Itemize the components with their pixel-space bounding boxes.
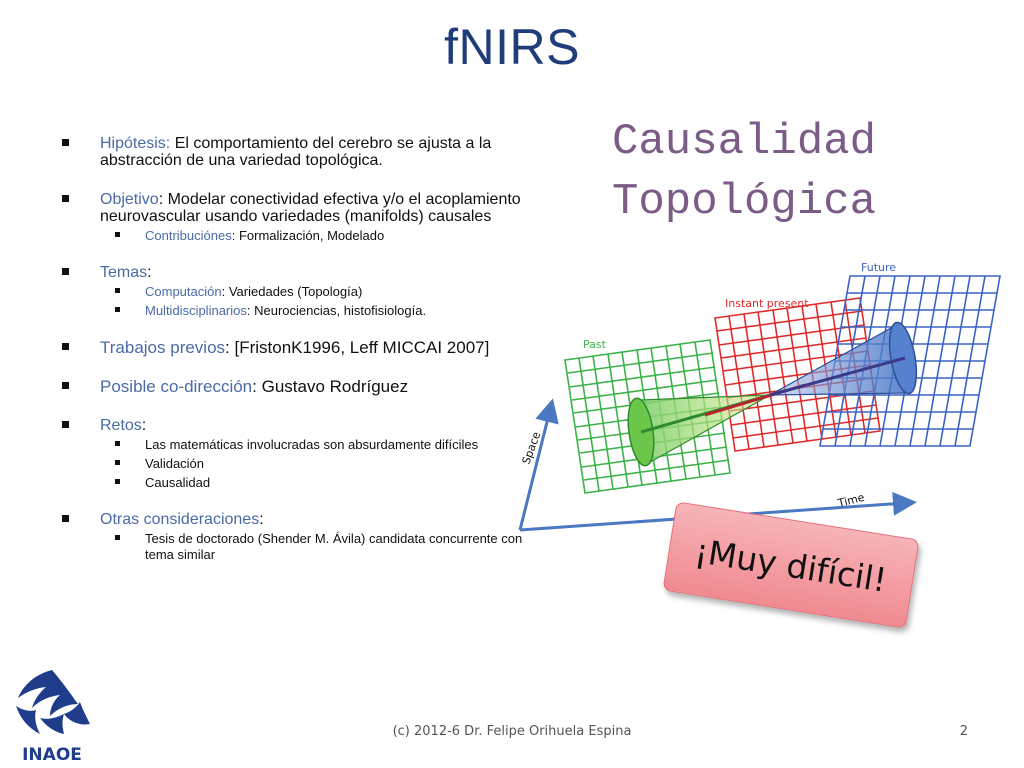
sub-bullet-square-icon [115,288,120,293]
bullet-sep: : [158,191,164,208]
sub-bullet-label: Computación [145,284,222,299]
label-instant-present: Instant present [725,297,809,310]
bullet-label: Otras consideraciones [100,511,260,528]
bullet-label: Retos [100,417,142,434]
label-past: Past [583,338,606,351]
label-time: Time [836,490,866,510]
slide-title: fNIRS [444,19,580,75]
bullet-text: Modelar conectividad efectiva y/o el acoplamiento neurovascular usando variedades (manifolds) causales [100,191,521,225]
sub-bullet-square-icon [115,479,120,484]
label-space: Space [519,430,544,467]
bullet-square-icon [62,515,69,522]
sub-bullet-square-icon [115,232,120,237]
bullet-list [62,135,542,585]
page-number: 2 [959,724,968,739]
bullet-label: Objetivo [100,191,159,208]
sub-bullet-label: Multidisciplinarios [145,303,247,318]
bullet-label: Posible co-dirección [100,377,253,396]
bullet-co-direccion [62,378,542,395]
bullet-sep: : [225,338,230,357]
bullet-trabajos-previos [62,339,542,356]
sub-bullet-square-icon [115,307,120,312]
inaoe-logo [6,662,98,766]
heading-line-2: Topológica [612,177,877,227]
sub-bullet-label: Contribuciónes [145,228,232,243]
bullet-label: Temas [100,264,148,281]
label-future: Future [861,261,897,274]
sub-bullet-text: Validación [145,456,205,471]
sub-bullet-sep: : [246,303,251,318]
bullet-objetivo [62,191,542,244]
sub-bullet-validacion [62,456,542,472]
sub-bullet-sep: : [231,228,236,243]
sub-bullet-text: Neurociencias, histofisiología. [250,303,427,318]
muy-dificil-callout: ¡Muy difícil! [662,501,919,628]
sub-bullet-text: Causalidad [145,475,211,490]
causal-cone-diagram [505,255,1015,545]
sub-bullet-causalidad [62,475,542,491]
bullet-square-icon [62,195,69,202]
sub-bullet-matematicas [62,437,545,453]
sub-bullet-text: Las matemáticas involucradas son absurdamente difíciles [145,437,479,452]
sub-bullet-square-icon [115,460,120,465]
sub-bullet-square-icon [115,535,120,540]
heading-line-1: Causalidad [612,117,877,167]
bullet-temas [62,264,542,319]
bullet-square-icon [62,268,69,275]
bullet-sep: : [141,417,147,434]
sub-bullet-sep: : [221,284,226,299]
bullet-square-icon [62,343,69,350]
bullet-text: [FristonK1996, Leff MICCAI 2007] [229,338,490,357]
bullet-label: Hipótesis: [100,135,171,152]
causal-topology-heading [612,112,1012,232]
footer-copyright: (c) 2012-6 Dr. Felipe Orihuela Espina [392,724,632,739]
bullet-square-icon [62,139,69,146]
bullet-square-icon [62,382,69,389]
bullet-square-icon [62,421,69,428]
bullet-hipotesis [62,135,542,169]
bullet-otras-consideraciones [62,511,542,563]
future-light-cone [770,320,921,395]
sub-bullet-contribuciones [62,228,542,244]
bullet-sep: : [259,511,264,528]
sub-bullet-computacion [62,284,542,300]
sub-bullet-tesis [62,531,545,563]
bullet-sep: : [252,377,257,396]
bullet-sep: : [147,264,152,281]
bullet-retos [62,417,542,491]
bullet-text: Gustavo Rodríguez [256,377,409,396]
sub-bullet-multidisciplinarios [62,303,542,319]
sub-bullet-text: Formalización, Modelado [235,228,385,243]
sub-bullet-text: Tesis de doctorado (Shender M. Ávila) candidata concurrente con tema similar [145,531,523,562]
bullet-text: El comportamiento del cerebro se ajusta a la abstracción de una variedad topológica. [100,135,492,169]
bullet-label: Trabajos previos [100,338,226,357]
sub-bullet-text: Variedades (Topología) [225,284,363,299]
logo-text: INAOE [22,745,82,765]
sub-bullet-square-icon [115,441,120,446]
